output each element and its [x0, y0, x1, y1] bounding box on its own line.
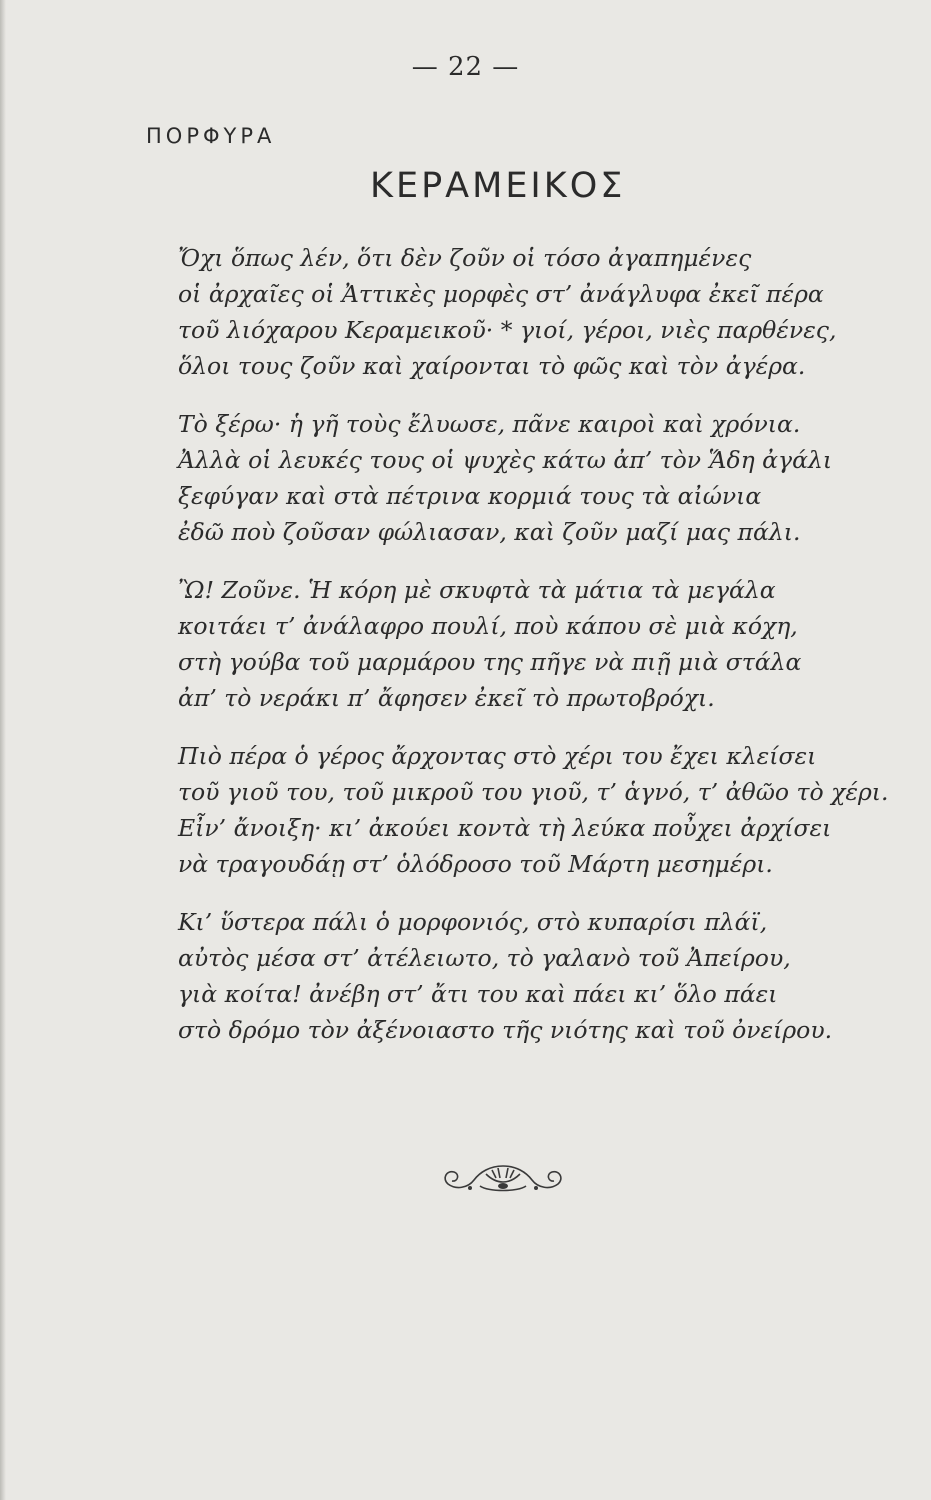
poem-line: ἐδῶ ποὺ ζοῦσαν φώλιασαν, καὶ ζοῦν μαζί μας πάλι. — [178, 518, 801, 546]
stanza — [178, 904, 898, 1048]
poem-line: ὅλοι τους ζοῦν καὶ χαίρονται τὸ φῶς καὶ τὸν ἀγέρα. — [178, 352, 806, 380]
poem-line: γιὰ κοίτα! ἀνέβη στ’ ἄτι του καὶ πάει κι’ ὅλο πάει — [178, 980, 778, 1008]
poem-line: στὸ δρόμο τὸν ἀξένοιαστο τῆς νιότης καὶ τοῦ ὀνείρου. — [178, 1016, 833, 1044]
poem-line: οἱ ἀρχαῖες οἱ Ἀττικὲς μορφὲς στ’ ἀνάγλυφα ἐκεῖ πέρα — [178, 280, 824, 308]
poem-line: Πιὸ πέρα ὁ γέρος ἄρχοντας στὸ χέρι του ἔχει κλείσει — [178, 742, 817, 770]
acanthus-ornament-icon — [440, 1160, 566, 1196]
poem-line: νὰ τραγουδάῃ στ’ ὁλόδροσο τοῦ Μάρτη μεσημέρι. — [178, 850, 773, 878]
poem-line: Εἶν’ ἄνοιξη· κι’ ἀκούει κοντὰ τὴ λεύκα ποὖχει ἀρχίσει — [178, 814, 832, 842]
poem-line: Ἀλλὰ οἱ λευκές τους οἱ ψυχὲς κάτω ἀπ’ τὸν Ἅδη ἀγάλι — [178, 446, 833, 474]
poem-line: στὴ γούβα τοῦ μαρμάρου της πῆγε νὰ πιῇ μιὰ στάλα — [178, 648, 802, 676]
poem-line: Ὄχι ὅπως λέν, ὅτι δὲν ζοῦν οἱ τόσο ἀγαπημένες — [178, 244, 752, 272]
poem-line: τοῦ γιοῦ του, τοῦ μικροῦ του γιοῦ, τ’ ἁγνό, τ’ ἀθῶο τὸ χέρι. — [178, 778, 889, 806]
page-edge — [0, 0, 6, 1500]
poem-line: Ὢ! Ζοῦνε. Ἡ κόρη μὲ σκυφτὰ τὰ μάτια τὰ μεγάλα — [178, 576, 776, 604]
poem-line: κοιτάει τ’ ἀνάλαφρο πουλί, ποὺ κάπου σὲ μιὰ κόχη, — [178, 612, 798, 640]
page-number: — 22 — — [411, 52, 520, 82]
poem-line: τοῦ λιόχαρου Κεραμεικοῦ· * γιοί, γέροι, νιὲς παρθένες, — [178, 316, 837, 344]
stanza — [178, 240, 898, 384]
poem-line: Τὸ ξέρω· ἡ γῆ τοὺς ἔλυωσε, πᾶνε καιροὶ καὶ χρόνια. — [178, 410, 801, 438]
poem-line: Κι’ ὕστερα πάλι ὁ μορφονιός, στὸ κυπαρίσι πλάϊ, — [178, 908, 768, 936]
poem-line: ἀπ’ τὸ νεράκι π’ ἄφησεν ἐκεῖ τὸ πρωτοβρόχι. — [178, 684, 715, 712]
poem-title: ΚΕΡΑΜΕΙΚΟΣ — [370, 166, 626, 206]
stanza — [178, 572, 898, 716]
collection-title: ΠΟΡΦΥΡΑ — [146, 124, 276, 148]
poem-line: αὐτὸς μέσα στ’ ἀτέλειωτο, τὸ γαλανὸ τοῦ Ἀπείρου, — [178, 944, 791, 972]
poem-line: ξεφύγαν καὶ στὰ πέτρινα κορμιά τους τὰ αἰώνια — [178, 482, 762, 510]
poem-body — [178, 240, 898, 1070]
stanza — [178, 738, 898, 882]
stanza — [178, 406, 898, 550]
